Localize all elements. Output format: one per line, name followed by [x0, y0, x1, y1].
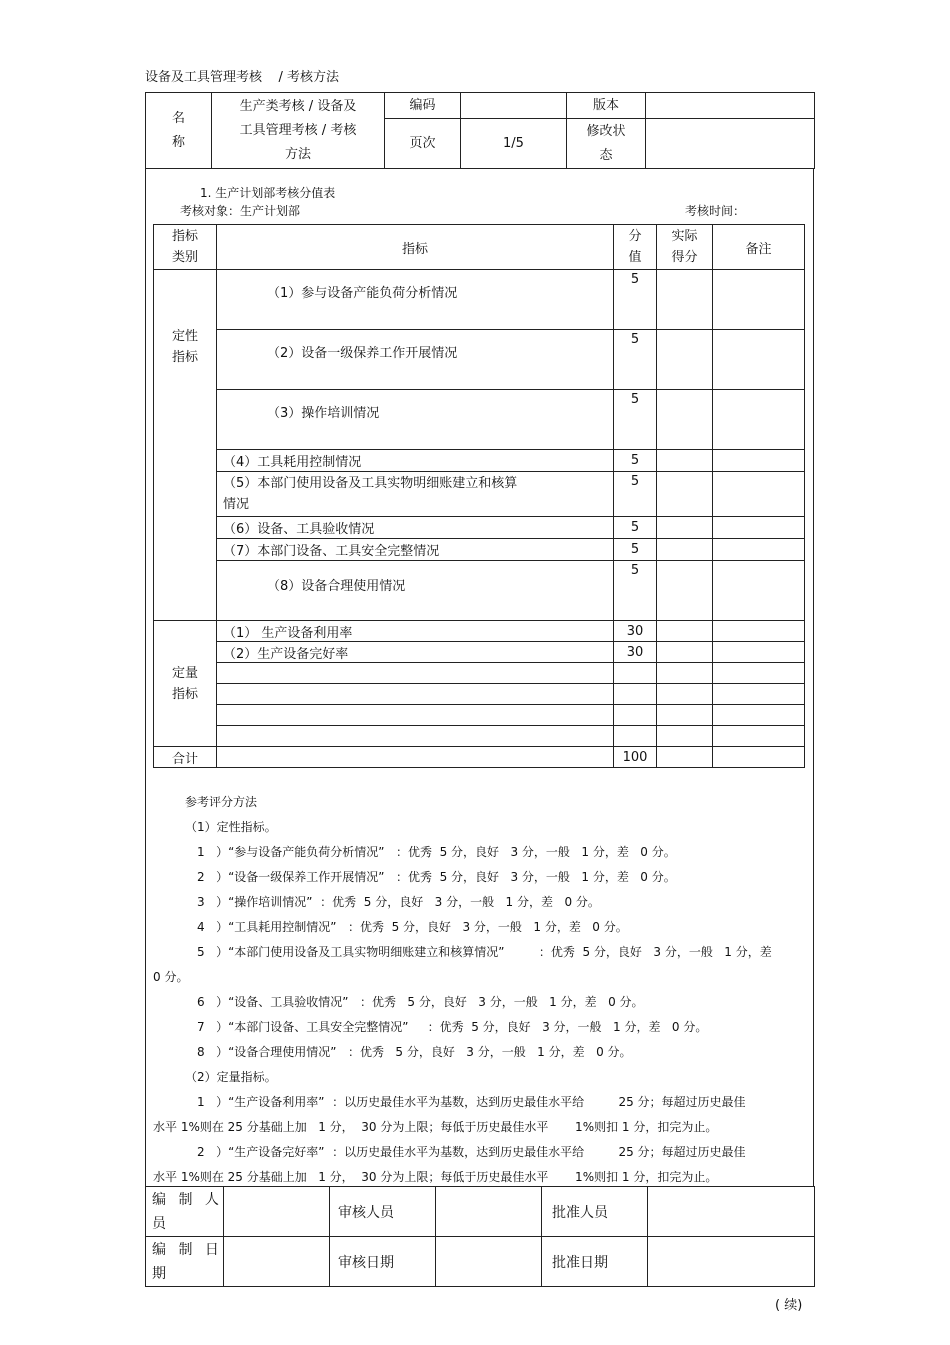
indicator-text: （6）设备、工具验收情况: [217, 517, 614, 539]
score-table: [153, 224, 805, 768]
col-remark-header: 备注: [713, 225, 805, 270]
note-line: 水平 1%则在 25 分基础上加 1 分， 30 分为上限；每低于历史最佳水平 1%则扣 1 分，扣完为止。: [153, 1120, 718, 1134]
remark-cell: [713, 472, 805, 517]
table-row: [154, 539, 805, 561]
actual-score-cell: [657, 270, 713, 330]
actual-score-cell: [657, 539, 713, 561]
remark-cell: [713, 561, 805, 621]
actual-score-cell: [657, 450, 713, 472]
approve-date-label: 批准日期: [542, 1237, 648, 1287]
indicator-score: 5: [614, 517, 657, 539]
compiler-value: [224, 1187, 330, 1237]
remark-cell: [713, 621, 805, 642]
reviewer-label: 审核人员: [330, 1187, 436, 1237]
remark-cell: [713, 642, 805, 663]
page-value: 1/5: [461, 119, 567, 169]
approver-value: [648, 1187, 815, 1237]
table-row: [154, 330, 805, 390]
remark-cell: [713, 390, 805, 450]
note-line: 6 ）“设备、工具验收情况” ：优秀 5 分，良好 3 分，一般 1 分，差 0 分。: [197, 995, 644, 1009]
table-row: [154, 705, 805, 726]
header-table: [145, 92, 815, 169]
note-line: 2 ）“设备一级保养工作开展情况” ：优秀 5 分，良好 3 分，一般 1 分，差 0 分。: [197, 870, 676, 884]
page-label: 页次: [385, 119, 461, 169]
remark-cell: [713, 517, 805, 539]
table-row: [154, 621, 805, 642]
indicator-text: （3）操作培训情况: [217, 390, 614, 450]
total-row: [154, 747, 805, 768]
indicator-score: 5: [614, 561, 657, 621]
indicator-text: （1）参与设备产能负荷分析情况: [217, 270, 614, 330]
indicator-score: 5: [614, 539, 657, 561]
quantitative-category: 定量 指标: [154, 621, 217, 747]
note-line: 3 ）“操作培训情况” ：优秀 5 分，良好 3 分，一般 1 分，差 0 分。: [197, 895, 600, 909]
indicator-text: （7）本部门设备、工具安全完整情况: [217, 539, 614, 561]
table-row: [154, 270, 805, 330]
note-line: 水平 1%则在 25 分基础上加 1 分， 30 分为上限；每低于历史最佳水平 1%则扣 1 分，扣完为止。: [153, 1170, 718, 1184]
col-actual-header: 实际 得分: [657, 225, 713, 270]
total-label: 合计: [154, 747, 217, 768]
actual-score-cell: [657, 330, 713, 390]
indicator-text: （8）设备合理使用情况: [217, 561, 614, 621]
name-value: 生产类考核 / 设备及 工具管理考核 / 考核 方法: [212, 93, 385, 169]
document-title: 设备及工具管理考核 / 考核方法: [145, 70, 340, 85]
indicator-text: （2）设备一级保养工作开展情况: [217, 330, 614, 390]
actual-score-cell: [657, 561, 713, 621]
version-label: 版本: [567, 93, 646, 119]
actual-score-cell: [657, 517, 713, 539]
indicator-score: 5: [614, 390, 657, 450]
scoring-method: [153, 790, 808, 1190]
reviewer-value: [436, 1187, 542, 1237]
indicator-text: （5）本部门使用设备及工具实物明细账建立和核算 情况: [217, 472, 614, 517]
indicator-score: 5: [614, 270, 657, 330]
qualitative-heading: （1）定性指标。: [185, 820, 277, 834]
note-line: 1 ）“参与设备产能负荷分析情况” ：优秀 5 分，良好 3 分，一般 1 分，差 0 分。: [197, 845, 676, 859]
table-row: [154, 561, 805, 621]
actual-score-cell: [657, 642, 713, 663]
note-line: 0 分。: [153, 970, 189, 984]
remark-cell: [713, 330, 805, 390]
signature-table: [145, 1186, 815, 1287]
approve-date-value: [648, 1237, 815, 1287]
note-line: 2 ）“生产设备完好率” ：以历史最佳水平为基数，达到历史最佳水平给 25 分；每超过历史最佳: [197, 1145, 746, 1159]
indicator-score: 30: [614, 642, 657, 663]
table-row: [154, 472, 805, 517]
assessment-object: 考核对象：生产计划部: [180, 204, 301, 218]
qualitative-category: 定性 指标: [154, 270, 217, 621]
table-row: [154, 390, 805, 450]
note-line: 7 ）“本部门设备、工具安全完整情况” ：优秀 5 分，良好 3 分，一般 1 分，差 0 分。: [197, 1020, 708, 1034]
remark-cell: [713, 450, 805, 472]
review-date-value: [436, 1237, 542, 1287]
compile-date-label: 编 制 日 期: [146, 1237, 224, 1287]
table-row: [154, 642, 805, 663]
table-row: [154, 726, 805, 747]
section-title: 1. 生产计划部考核分值表: [200, 186, 336, 200]
indicator-text: （2）生产设备完好率: [217, 642, 614, 663]
indicator-score: 30: [614, 621, 657, 642]
indicator-text: （4）工具耗用控制情况: [217, 450, 614, 472]
notes-heading: 参考评分方法: [185, 795, 258, 809]
assessment-time-label: 考核时间：: [685, 204, 746, 218]
indicator-score: 5: [614, 472, 657, 517]
note-line: 1 ）“生产设备利用率” ：以历史最佳水平为基数，达到历史最佳水平给 25 分；每超过历史最佳: [197, 1095, 746, 1109]
actual-score-cell: [657, 390, 713, 450]
indicator-text: （1） 生产设备利用率: [217, 621, 614, 642]
version-value: [646, 93, 815, 119]
code-label: 编码: [385, 93, 461, 119]
actual-score-cell: [657, 472, 713, 517]
table-row: [154, 684, 805, 705]
col-score-header: 分 值: [614, 225, 657, 270]
approver-label: 批准人员: [542, 1187, 648, 1237]
status-label: 修改状 态: [567, 119, 646, 169]
note-line: 5 ）“本部门使用设备及工具实物明细账建立和核算情况” ：优秀 5 分，良好 3 分，一般 1 分，差: [197, 945, 772, 959]
compile-date-value: [224, 1237, 330, 1287]
note-line: 4 ）“工具耗用控制情况” ：优秀 5 分，良好 3 分，一般 1 分，差 0 分。: [197, 920, 628, 934]
indicator-score: 5: [614, 450, 657, 472]
code-value: [461, 93, 567, 119]
total-score: 100: [614, 747, 657, 768]
continued-marker: ( 续): [775, 1298, 803, 1313]
name-label: 名 称: [146, 93, 212, 169]
col-indicator-header: 指标: [217, 225, 614, 270]
review-date-label: 审核日期: [330, 1237, 436, 1287]
note-line: 8 ）“设备合理使用情况” ：优秀 5 分，良好 3 分，一般 1 分，差 0 分。: [197, 1045, 632, 1059]
table-row: [154, 450, 805, 472]
status-value: [646, 119, 815, 169]
table-row: [154, 663, 805, 684]
compiler-label: 编 制 人 员: [146, 1187, 224, 1237]
table-row: [154, 517, 805, 539]
remark-cell: [713, 539, 805, 561]
indicator-score: 5: [614, 330, 657, 390]
actual-score-cell: [657, 621, 713, 642]
remark-cell: [713, 270, 805, 330]
quantitative-heading: （2）定量指标。: [185, 1070, 277, 1084]
col-category-header: 指标 类别: [154, 225, 217, 270]
